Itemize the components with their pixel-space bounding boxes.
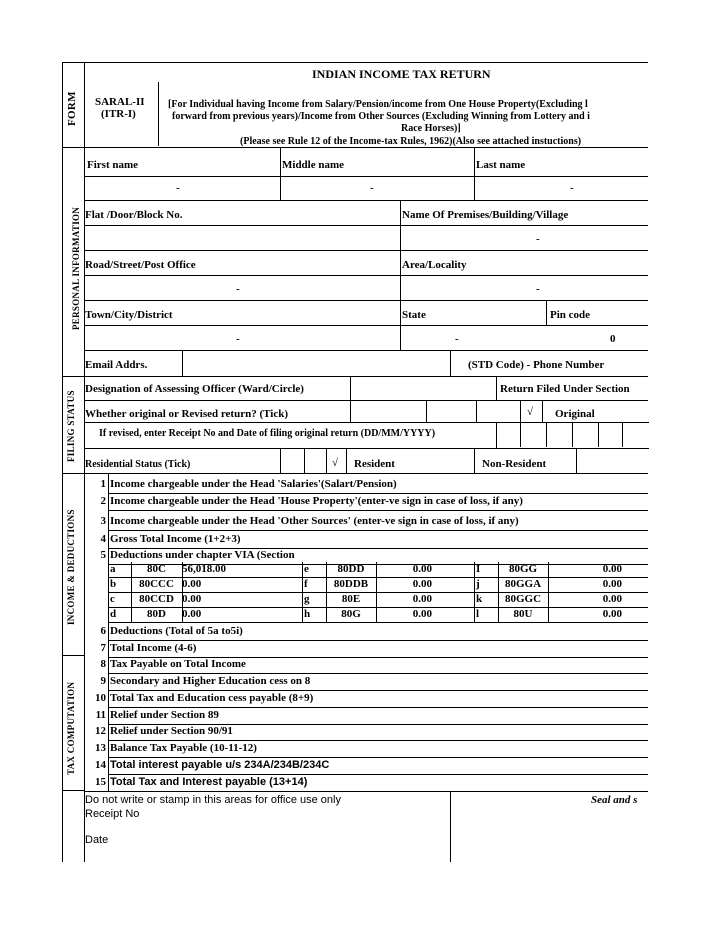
section-divider <box>62 376 84 377</box>
grid-line <box>426 400 427 422</box>
last-name-label: Last name <box>476 159 526 171</box>
section-divider <box>62 473 84 474</box>
deduction-letter: f <box>304 578 308 590</box>
line-label: Secondary and Higher Education cess on 8 <box>110 675 311 687</box>
line-label: Total Income (4-6) <box>110 642 197 654</box>
deduction-letter: j <box>476 578 480 590</box>
grid-line <box>622 422 623 447</box>
grid-line <box>84 376 648 377</box>
line-label: Total Tax and Education cess payable (8+9) <box>110 692 314 704</box>
office-note: Do not write or stamp in this areas for office use only <box>85 794 341 806</box>
row-line <box>108 640 648 641</box>
section-divider <box>62 790 84 791</box>
grid-line <box>84 325 648 326</box>
nonresident-label: Non-Resident <box>482 458 547 470</box>
grid-line <box>474 147 475 200</box>
form-desc-2: forward from previous years)/Income from Other Sources (Excluding Winning from Lottery and i <box>172 111 590 122</box>
pin-label: Pin code <box>550 309 591 321</box>
premises-field[interactable]: - <box>536 233 540 245</box>
line-label: Relief under Section 89 <box>110 709 219 721</box>
grid-line <box>84 275 648 276</box>
deduction-letter: h <box>304 608 311 620</box>
section-divider <box>62 655 84 656</box>
first-name-field[interactable]: - <box>176 182 180 194</box>
deduction-value[interactable]: 0.00 <box>602 563 622 575</box>
grid-line <box>576 448 577 473</box>
row-line <box>108 673 648 674</box>
deduction-section: 80DDB <box>333 578 369 590</box>
return-filed-label: Return Filed Under Section <box>500 383 630 395</box>
deduction-value[interactable]: 0.00 <box>602 578 622 590</box>
grid-line <box>84 200 648 201</box>
line-label: Gross Total Income (1+2+3) <box>110 533 241 545</box>
frame-top-line <box>62 62 648 63</box>
grid-line <box>84 250 648 251</box>
line-number: 3 <box>100 515 106 527</box>
deduction-section: 80E <box>341 593 361 605</box>
grid-line <box>326 448 327 473</box>
section-filing-label: FILING STATUS <box>66 390 76 462</box>
grid-line <box>346 448 347 473</box>
section-personal-label: PERSONAL INFORMATION <box>71 206 81 330</box>
deduction-section: 80U <box>513 608 533 620</box>
line-number: 7 <box>100 642 106 654</box>
header-divider <box>158 82 159 146</box>
revised-label: If revised, enter Receipt No and Date of filing original return (DD/MM/YYYY) <box>99 428 436 439</box>
deduction-section: 80DD <box>337 563 365 575</box>
grid-line <box>546 422 547 447</box>
line-number: 13 <box>95 742 106 754</box>
row-line <box>108 757 648 758</box>
date-label: Date <box>85 834 109 846</box>
original-label: Original <box>555 408 595 420</box>
line-number: 2 <box>100 495 106 507</box>
form-side-label: FORM <box>66 91 78 126</box>
deduction-section: 80GGA <box>504 578 542 590</box>
receipt-label: Receipt No <box>85 808 140 820</box>
grid-line <box>84 176 648 177</box>
original-tick[interactable]: √ <box>527 406 534 418</box>
deduction-section: 80CCC <box>139 578 174 590</box>
deduction-row-line <box>108 622 648 623</box>
row-line <box>108 774 648 775</box>
office-top-line <box>84 791 648 792</box>
deduction-value[interactable]: 0.00 <box>412 563 432 575</box>
deduction-value[interactable]: 0.00 <box>412 593 432 605</box>
grid-line <box>84 400 648 401</box>
grid-line <box>598 422 599 447</box>
orig-rev-label: Whether original or Revised return? (Tick) <box>85 408 288 420</box>
road-label: Road/Street/Post Office <box>85 259 196 271</box>
resident-label: Resident <box>354 458 395 470</box>
deduction-letter: a <box>110 563 116 575</box>
deduction-letter: l <box>476 608 480 620</box>
middle-name-label: Middle name <box>282 159 345 171</box>
line-number: 8 <box>100 658 106 670</box>
line-label: Relief under Section 90/91 <box>110 725 233 737</box>
deduction-letter: e <box>304 563 309 575</box>
section-income-label: INCOME & DEDUCTIONS <box>66 509 76 625</box>
grid-line <box>280 147 281 200</box>
line-label: Income chargeable under the Head 'Other Sources' (enter-ve sign in case of loss, if any) <box>110 515 519 527</box>
flat-label: Flat /Door/Block No. <box>85 209 183 221</box>
line-label: Tax Payable on Total Income <box>110 658 246 670</box>
line-label: Deductions (Total of 5a to5i) <box>110 625 243 637</box>
deduction-section: 80C <box>147 563 166 575</box>
deduction-value[interactable]: 0.00 <box>182 578 202 590</box>
grid-line <box>280 448 281 473</box>
line-label: Deductions under chapter VIA (Section <box>110 549 295 561</box>
form-title: INDIAN INCOME TAX RETURN <box>312 67 491 81</box>
state-label: State <box>402 309 426 321</box>
grid-line <box>450 791 451 862</box>
deduction-letter: b <box>110 578 117 590</box>
grid-line <box>182 350 183 376</box>
grid-line <box>350 400 351 422</box>
grid-line <box>84 448 648 449</box>
line-number: 11 <box>95 709 106 721</box>
last-name-field[interactable]: - <box>570 182 574 194</box>
resident-tick[interactable]: √ <box>332 457 339 469</box>
deduction-value[interactable]: 0.00 <box>412 608 432 620</box>
form-code: (ITR-I) <box>101 108 136 120</box>
row-line <box>108 530 648 531</box>
line-number: 9 <box>100 675 106 687</box>
deduction-value[interactable]: 0.00 <box>602 593 622 605</box>
deduction-letter: k <box>476 593 483 605</box>
deduction-letter: I <box>476 563 481 575</box>
row-line <box>108 690 648 691</box>
line-number: 1 <box>100 478 106 490</box>
ao-label: Designation of Assessing Officer (Ward/Circle) <box>85 383 304 395</box>
grid-line <box>350 376 351 400</box>
line-number: 15 <box>95 776 106 788</box>
row-line <box>108 493 648 494</box>
line-number: 6 <box>100 625 106 637</box>
premises-label: Name Of Premises/Building/Village <box>402 209 569 221</box>
row-line <box>108 707 648 708</box>
grid-line <box>474 448 475 473</box>
deduction-section: 80G <box>341 608 361 620</box>
line-number: 12 <box>95 725 106 737</box>
grid-line <box>520 400 521 422</box>
email-label: Email Addrs. <box>85 359 148 371</box>
deduction-section: 80GG <box>508 563 538 575</box>
grid-line <box>542 400 543 422</box>
frame-left-line <box>62 62 63 862</box>
phone-label: (STD Code) - Phone Number <box>468 359 605 371</box>
deduction-section: 80CCD <box>139 593 174 605</box>
deduction-value[interactable]: 56,018.00 <box>182 563 226 575</box>
line-label: Total Tax and Interest payable (13+14) <box>110 776 308 788</box>
deduction-value[interactable]: 0.00 <box>602 608 622 620</box>
road-field[interactable]: - <box>236 283 240 295</box>
grid-line <box>450 350 451 376</box>
area-field[interactable]: - <box>536 283 540 295</box>
form-name: SARAL-II <box>95 96 145 108</box>
grid-line <box>84 225 648 226</box>
deduction-value[interactable]: 0.00 <box>182 593 202 605</box>
line-number: 14 <box>95 759 106 771</box>
first-name-label: First name <box>87 159 139 171</box>
section-tax-label: TAX COMPUTATION <box>66 681 76 775</box>
row-line <box>108 740 648 741</box>
deduction-value[interactable]: 0.00 <box>412 578 432 590</box>
grid-line <box>476 400 477 422</box>
form-desc-1: [For Individual having Income from Salary/Pension/income from One House Property(Excluding l <box>168 99 588 110</box>
town-label: Town/City/District <box>85 309 173 321</box>
deduction-section: 80D <box>147 608 166 620</box>
pin-field[interactable]: 0 <box>610 333 616 345</box>
town-field[interactable]: - <box>236 333 240 345</box>
grid-line <box>496 376 497 400</box>
res-status-label: Residential Status (Tick) <box>85 459 191 470</box>
deduction-letter: c <box>110 593 115 605</box>
grid-line <box>572 422 573 447</box>
grid-line <box>84 300 648 301</box>
grid-line <box>304 448 305 473</box>
row-line <box>108 510 648 511</box>
deduction-section: 80GGC <box>504 593 542 605</box>
seal-label: Seal and s <box>591 794 638 806</box>
deduction-value[interactable]: 0.00 <box>182 608 202 620</box>
line-number: 4 <box>100 533 106 545</box>
form-desc-3: Race Horses)] <box>401 123 461 134</box>
grid-line <box>84 473 648 474</box>
number-column-line <box>108 473 109 791</box>
line-label: Income chargeable under the Head 'House Property'(enter-ve sign in case of loss, if any) <box>110 495 523 507</box>
state-field[interactable]: - <box>455 333 459 345</box>
area-label: Area/Locality <box>402 259 467 271</box>
middle-name-field[interactable]: - <box>370 182 374 194</box>
line-label: Total interest payable u/s 234A/234B/234C <box>110 759 330 771</box>
deduction-letter: d <box>110 608 117 620</box>
line-number: 10 <box>95 692 106 704</box>
line-number: 5 <box>100 549 106 561</box>
grid-line <box>84 350 648 351</box>
deduction-letter: g <box>304 593 310 605</box>
header-bottom-line <box>62 147 648 148</box>
line-label: Income chargeable under the Head 'Salaries'(Salart/Pension) <box>110 478 397 490</box>
form-desc-4: (Please see Rule 12 of the Income-tax Rules, 1962)(Also see attached instuctions) <box>240 136 582 147</box>
grid-line <box>520 422 521 447</box>
grid-line <box>546 300 547 325</box>
line-label: Balance Tax Payable (10-11-12) <box>110 742 257 754</box>
